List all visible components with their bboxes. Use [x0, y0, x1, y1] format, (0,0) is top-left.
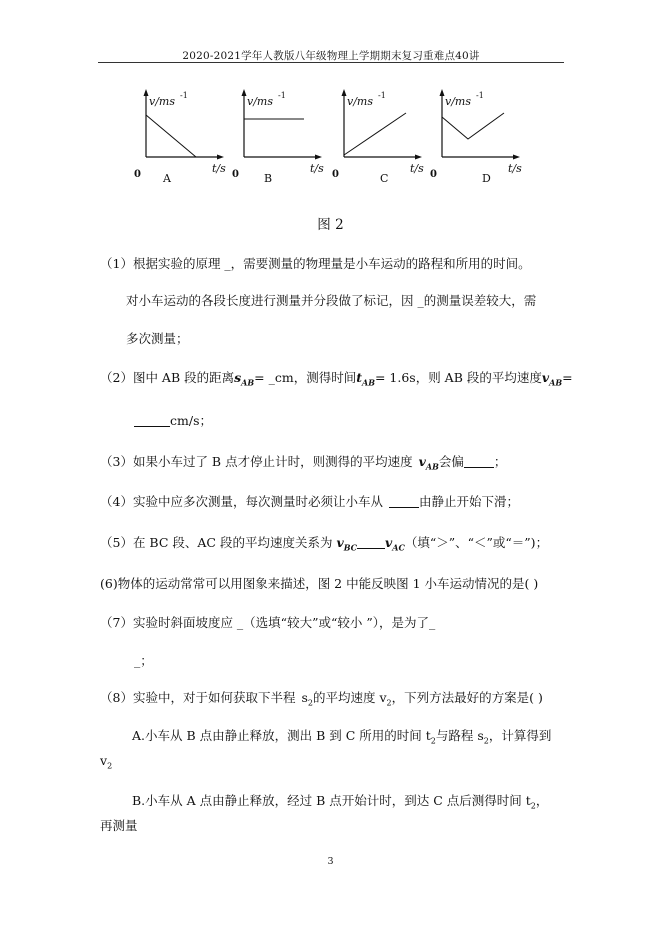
graph-a-origin: 0	[134, 169, 141, 180]
graph-a	[128, 85, 238, 190]
q5-v1-symbol: v	[336, 535, 344, 550]
q1-line3: 多次测量；	[126, 331, 189, 346]
q8-post: ，下列方法最好的方案是( )	[391, 690, 543, 705]
q8-s-symbol: s	[301, 690, 308, 705]
q8-pre: （8）实验中，对于如何获取下半程	[100, 690, 296, 705]
graph-b-xlabel: t/s	[310, 162, 324, 175]
graph-b-origin: 0	[232, 169, 239, 180]
option-b-pre: B.小车从 A 点由静止释放，经过 B 点开始计时，到达 C 点后测得时间 t	[132, 793, 531, 808]
page-number: 3	[327, 856, 334, 867]
graph-c-yexp: -1	[378, 91, 386, 100]
q8-s-sub: 2	[307, 698, 313, 708]
graph-c-letter: C	[380, 172, 389, 185]
q4-post: 由静止开始下滑；	[418, 494, 519, 509]
option-a-v: v	[100, 753, 108, 768]
graph-b-letter: B	[264, 172, 273, 185]
q3-v-sub: AB	[425, 461, 439, 472]
q4-answer-blank	[389, 495, 419, 508]
page-header: 2020-2021学年人教版八年级物理上学期期末复习重难点40讲	[182, 50, 480, 62]
q2-v-symbol: v	[541, 370, 550, 385]
graph-d-letter: D	[482, 172, 491, 185]
q2-mid1: = _cm，测得时间	[254, 370, 357, 385]
q5-line	[100, 534, 548, 557]
q2-s-symbol: s	[234, 370, 242, 385]
graph-d-yexp: -1	[476, 91, 484, 100]
q5-answer-blank	[357, 536, 385, 549]
option-b-post: ，	[535, 793, 549, 808]
q4-line	[100, 493, 519, 511]
q2-mid2: = 1.6s，则 AB 段的平均速度	[374, 370, 542, 385]
graph-d-ylabel: v/ms	[445, 95, 471, 108]
q5-v2-sub: AC	[392, 542, 405, 553]
graph-d-xlabel: t/s	[508, 162, 522, 175]
q5-pre: （5）在 BC 段、AC 段的平均速度关系为	[100, 535, 333, 550]
graph-a-letter: A	[163, 172, 171, 185]
graph-a-ylabel: v/ms	[149, 95, 175, 108]
option-a-v-sub: 2	[107, 761, 113, 771]
option-b-line2: 再测量	[100, 818, 138, 833]
q2-s-sub: AB	[241, 377, 255, 388]
q2-unit: cm/s；	[170, 413, 212, 428]
q3-line	[100, 453, 506, 476]
q3-end: ；	[493, 454, 507, 469]
q3-pre: （3）如果小车过了 B 点才停止计时，则测得的平均速度	[100, 454, 413, 469]
q5-v2-symbol: v	[385, 535, 393, 550]
graph-d	[424, 85, 534, 190]
q8-line	[100, 689, 543, 713]
q2-t-symbol: t	[356, 370, 362, 385]
graph-a-yexp: -1	[180, 91, 188, 100]
option-b-line1	[132, 792, 548, 816]
graph-d-origin: 0	[430, 169, 437, 180]
graph-c-xlabel: t/s	[410, 162, 424, 175]
option-a-s-sub: 2	[483, 736, 489, 746]
header-rule	[98, 62, 564, 63]
q1-line2: 对小车运动的各段长度进行测量并分段做了标记，因 _的测量误差较大，需	[126, 293, 537, 308]
option-b-t-sub: 2	[530, 801, 536, 811]
option-a-line1	[132, 727, 551, 751]
q2-pre: （2）图中 AB 段的距离	[100, 370, 235, 385]
q4-pre: （4）实验中应多次测量，每次测量时必须让小车从	[100, 494, 383, 509]
q5-v1-sub: BC	[343, 542, 357, 553]
graph-c-origin: 0	[332, 169, 339, 180]
q8-v-sub: 2	[386, 698, 392, 708]
q2-v-sub: AB	[549, 377, 563, 388]
graph-b	[226, 85, 336, 190]
q8-mid: 的平均速度 v	[312, 690, 387, 705]
q3-v-symbol: v	[418, 454, 426, 469]
option-a-pre: A.小车从 B 点由静止释放，测出 B 到 C 所用的时间 t	[132, 728, 431, 743]
option-a-post: ，计算得到	[488, 728, 552, 743]
q1-line1: （1）根据实验的原理 _，需要测量的物理量是小车运动的路程和所用的时间。	[100, 256, 531, 271]
q3-post: 会偏	[438, 454, 464, 469]
graph-a-xlabel: t/s	[212, 162, 226, 175]
figure-caption: 图 2	[317, 217, 344, 233]
q7-line1: （7）实验时斜面坡度应 _（选填“较大”或“较小 ”），是为了_	[100, 615, 436, 630]
graph-b-ylabel: v/ms	[247, 95, 273, 108]
q2-answer-blank	[134, 414, 170, 427]
option-a-mid: 与路程 s	[435, 728, 484, 743]
option-a-line2	[100, 752, 112, 776]
q7-line2: _；	[134, 653, 153, 668]
q2-end: =	[562, 370, 573, 385]
option-a-t-sub: 2	[430, 736, 436, 746]
q2-line1	[100, 369, 573, 392]
q2-t-sub: AB	[361, 377, 375, 388]
graph-b-yexp: -1	[278, 91, 286, 100]
graph-c	[326, 85, 436, 190]
q2-line2	[134, 412, 212, 430]
q5-post: （填“＞”、“＜”或“＝”)；	[404, 535, 549, 550]
graph-c-ylabel: v/ms	[347, 95, 373, 108]
q3-answer-blank	[464, 455, 494, 468]
q6-line: (6)物体的运动常常可以用图象来描述，图 2 中能反映图 1 小车运动情况的是( )	[100, 576, 539, 591]
